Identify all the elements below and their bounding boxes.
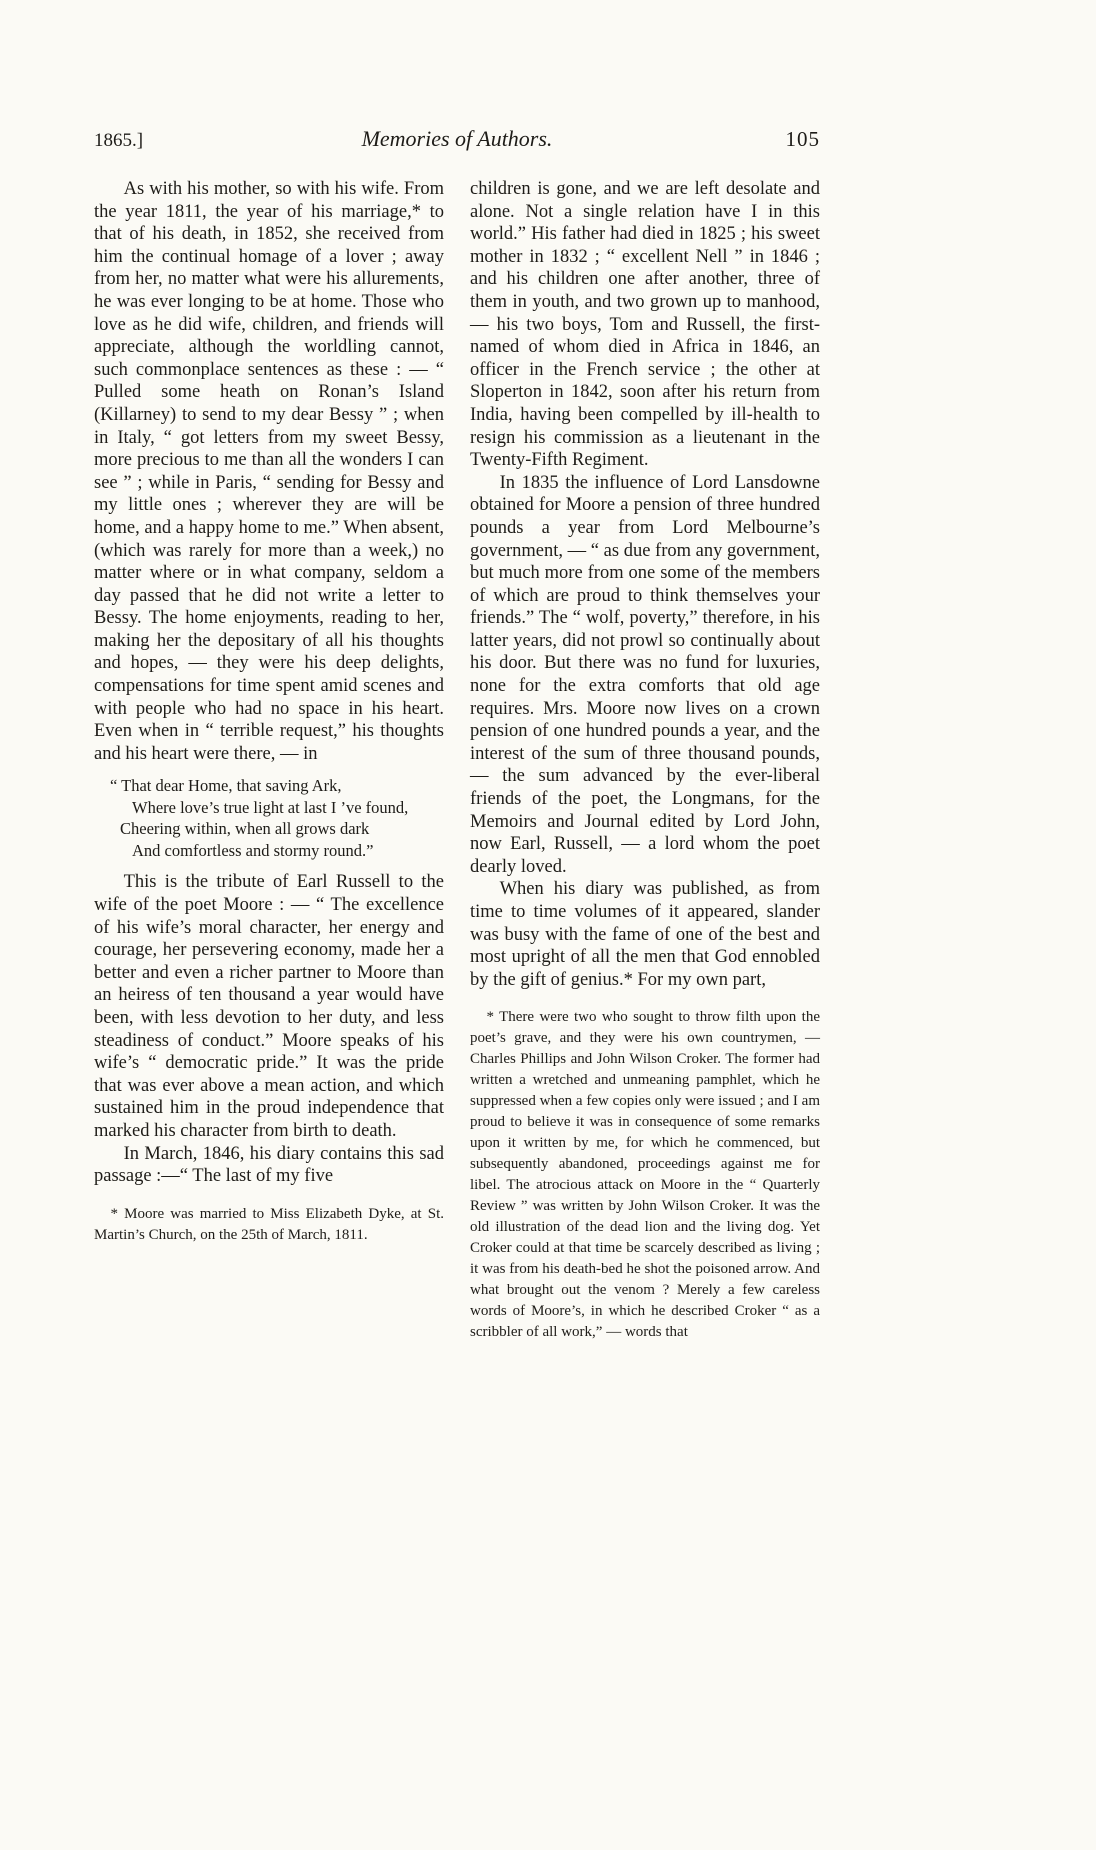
paragraph: This is the tribute of Earl Russell to the wife of the poet Moore : — “ The excellence of his wife’s moral character, her energy and courage, her persevering economy, made her a better and even a richer partner to Moore than an heiress of ten thousand a year would have been, with less devotion to her duty, and less steadiness of conduct.” Moore speaks of his wife’s “ democratic pride.” It was the pride that was ever above a mean action, and which sustained him in the proud independence that marked his character from birth to death.	[94, 872, 444, 1141]
poem-line: And comfortless and stormy round.”	[132, 840, 374, 860]
page-header	[94, 126, 820, 152]
page-number: 105	[785, 127, 820, 151]
paragraph: As with his mother, so with his wife. From the year 1811, the year of his marriage,* to that of his death, in 1852, she received from him the continual homage of a lover ; away from her, no matter what were his allurements, he was ever longing to be at home. Those who love as he did wife, children, and friends will appreciate, although the worldling cannot, such commonplace sentences as these : — “ Pulled some heath on Ronan’s Island (Killarney) to send to my dear Bessy ” ; when in Italy, “ got letters from my sweet Bessy, more precious to me than all the wonders I can see ” ; while in Paris, “ sending for Bessy and my little ones ; wherever they are will be home, and a happy home to me.” When absent, (which was rarely for more than a week,) no matter where or in what company, seldom a day passed that he did not write a letter to Bessy. The home enjoyments, reading to her, making her the depositary of all his thoughts and hopes, — they were his deep delights, compensations for time spent amid scenes and with people who had no space in his heart. Even when in “ terrible request,” his thoughts and his heart were there, — in	[94, 179, 444, 764]
header-year: 1865.]	[94, 130, 144, 151]
column-left	[94, 178, 444, 1343]
page-title: Memories of Authors.	[361, 126, 553, 151]
footnote-left: * Moore was married to Miss Elizabeth Dyke, at St. Martin’s Church, on the 25th of March, 1811.	[94, 1205, 444, 1243]
page-content	[94, 126, 820, 1343]
poem-line: Cheering within, when all grows dark	[120, 819, 370, 839]
paragraph: In March, 1846, his diary contains this sad passage :—“ The last of my five	[94, 1143, 444, 1187]
poem-line: Where love’s true light at last I ’ve found,	[132, 797, 409, 817]
poem-quote	[110, 775, 444, 861]
poem-line: “ That dear Home, that saving Ark,	[110, 776, 342, 796]
paragraph: In 1835 the influence of Lord Lansdowne obtained for Moore a pension of three hundred pounds a year from Lord Melbourne’s government, — “ as due from any government, but much more from one some of the members of which are proud to think themselves your friends.” The “ wolf, poverty,” therefore, in his latter years, did not prowl so continually about his door. But there was no fund for luxuries, none for the extra comforts that old age requires. Mrs. Moore now lives on a crown pension of one hundred pounds a year, and the interest of the sum of three thousand pounds, — the sum advanced by the ever-liberal friends of the poet, the Longmans, for the Memoirs and Journal edited by Lord John, now Earl, Russell, — a lord whom the poet dearly loved.	[470, 472, 820, 877]
footnote-right: * There were two who sought to throw filth upon the poet’s grave, and they were his own countrymen, — Charles Phillips and John Wilson Croker. The former had written a wretched and unmeaning pamphlet, which he suppressed when a few copies only were issued ; and I am proud to believe it was in consequence of some remarks upon it written by me, for which he commenced, but subsequently abandoned, proceedings against me for libel. The atrocious attack on Moore in the “ Quarterly Review ” was written by John Wilson Croker. It was the old illustration of the dead lion and the living dog. Yet Croker could at that time be scarcely described as living ; it was from his death-bed he shot the poisoned arrow. And what brought out the venom ? Merely a few careless words of Moore’s, in which he described Croker “ as a scribbler of all work,” — words that	[470, 1009, 820, 1341]
paragraph: children is gone, and we are left desolate and alone. Not a single relation have I in this world.” His father had died in 1825 ; his sweet mother in 1832 ; “ excellent Nell ” in 1846 ; and his children one after another, three of them in youth, and two grown up to manhood, — his two boys, Tom and Russell, the first-named of whom died in Africa in 1846, an officer in the French service ; the other at Sloperton in 1842, soon after his return from India, having been compelled by ill-health to resign his commission as a lieutenant in the Twenty-Fifth Regiment.	[470, 179, 820, 471]
text-columns	[94, 178, 820, 1343]
column-right	[470, 178, 820, 1343]
paragraph: When his diary was published, as from time to time volumes of it appeared, slander was busy with the fame of one of the best and most upright of all the men that God ennobled by the gift of genius.* For my own part,	[470, 879, 820, 990]
